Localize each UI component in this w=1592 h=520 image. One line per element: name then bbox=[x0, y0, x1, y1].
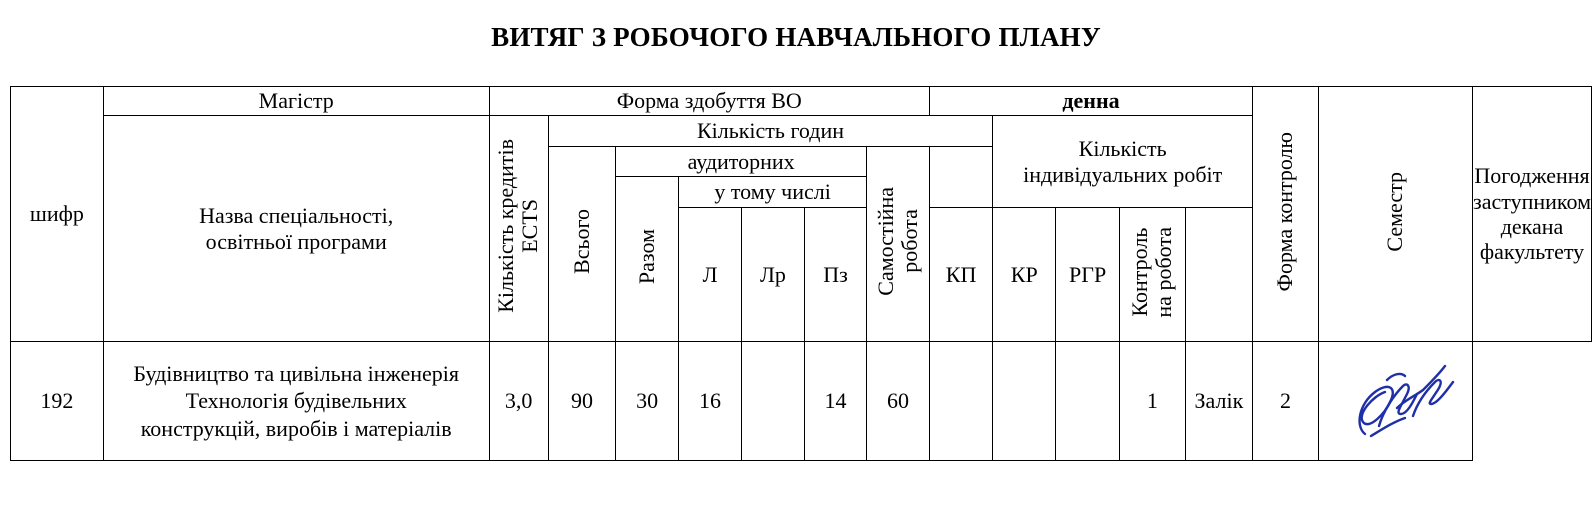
row-control-form: Залік bbox=[1185, 342, 1252, 461]
header-auditorium: аудиторних bbox=[616, 147, 867, 177]
table-row bbox=[11, 342, 1592, 461]
header-hours: Кількість годин bbox=[548, 116, 992, 147]
header-control-work: Контроль на робота bbox=[1120, 208, 1186, 342]
row-credits: 3,0 bbox=[489, 342, 548, 461]
header-sum: Разом bbox=[616, 177, 679, 342]
row-kp bbox=[929, 342, 992, 461]
header-control-form: Форма контролю bbox=[1253, 87, 1319, 342]
row-labs bbox=[741, 342, 804, 461]
row-kr bbox=[993, 342, 1056, 461]
header-study-form-label: Форма здобуття ВО bbox=[489, 87, 929, 116]
row-rgr bbox=[1056, 342, 1120, 461]
header-degree: Магістр bbox=[103, 87, 489, 116]
header-kp: КП bbox=[929, 208, 992, 342]
curriculum-table bbox=[10, 86, 1592, 461]
signature-image bbox=[1335, 356, 1455, 446]
row-specialty-name: Будівництво та цивільна інженерія Технологія будівельних конструкцій, виробів і матеріалів bbox=[103, 342, 489, 461]
header-code: шифр bbox=[11, 87, 104, 342]
header-credits: Кількість кредитів ECTS bbox=[489, 116, 548, 342]
header-approval: Погодження заступником декана факультету bbox=[1473, 87, 1592, 342]
row-total: 90 bbox=[548, 342, 615, 461]
row-sum: 30 bbox=[616, 342, 679, 461]
header-kr: КР bbox=[993, 208, 1056, 342]
header-individual-works: Кількість індивідуальних робіт bbox=[993, 116, 1253, 208]
header-specialty-name: Назва спеціальності, освітньої програми bbox=[103, 116, 489, 342]
header-lectures: Л bbox=[679, 208, 742, 342]
header-including: у тому числі bbox=[679, 177, 867, 208]
row-self-work: 60 bbox=[867, 342, 930, 461]
header-rgr: РГР bbox=[1056, 208, 1120, 342]
row-code: 192 bbox=[11, 342, 104, 461]
row-semester: 2 bbox=[1253, 342, 1319, 461]
header-self-work: Самостійна робота bbox=[867, 147, 930, 342]
header-study-form-value: денна bbox=[929, 87, 1252, 116]
header-practical: Пз bbox=[805, 208, 867, 342]
header-semester: Семестр bbox=[1318, 87, 1472, 342]
header-total: Всього bbox=[548, 147, 615, 342]
row-practical: 14 bbox=[805, 342, 867, 461]
header-labs: Лр bbox=[741, 208, 804, 342]
row-lectures: 16 bbox=[679, 342, 742, 461]
row-control-work: 1 bbox=[1120, 342, 1186, 461]
row-approval-signature bbox=[1318, 342, 1472, 461]
document-title: ВИТЯГ З РОБОЧОГО НАВЧАЛЬНОГО ПЛАНУ bbox=[491, 22, 1101, 52]
